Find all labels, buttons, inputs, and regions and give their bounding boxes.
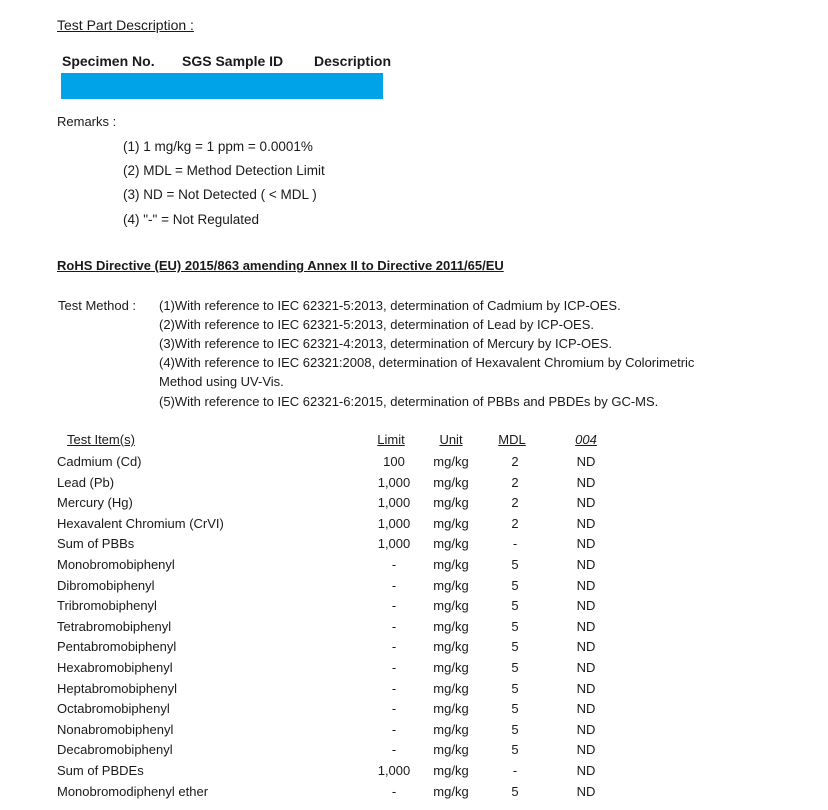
- cell-unit: mg/kg: [433, 784, 469, 799]
- cell-result: ND: [576, 660, 596, 675]
- cell-result: ND: [576, 639, 596, 654]
- cell-limit: -: [391, 619, 397, 634]
- cell-mdl: 5: [511, 681, 519, 696]
- remark-item: (2) MDL = Method Detection Limit: [123, 163, 325, 178]
- cell-result: ND: [576, 763, 596, 778]
- cell-test-item: Mercury (Hg): [57, 495, 133, 510]
- cell-mdl: 5: [511, 598, 519, 613]
- cell-unit: mg/kg: [433, 742, 469, 757]
- cell-unit: mg/kg: [433, 495, 469, 510]
- cell-result: ND: [576, 742, 596, 757]
- cell-limit: -: [391, 639, 397, 654]
- cell-unit: mg/kg: [433, 639, 469, 654]
- cell-result: ND: [576, 475, 596, 490]
- cell-mdl: 2: [511, 516, 519, 531]
- test-method-line: (1)With reference to IEC 62321-5:2013, determination of Cadmium by ICP-OES.: [159, 298, 621, 313]
- cell-result: ND: [576, 701, 596, 716]
- test-method-line: (3)With reference to IEC 62321-4:2013, determination of Mercury by ICP-OES.: [159, 336, 613, 351]
- cell-mdl: 2: [511, 495, 519, 510]
- cell-test-item: Tribromobiphenyl: [57, 598, 157, 613]
- remark-item: (4) "-" = Not Regulated: [123, 212, 260, 227]
- cell-mdl: 5: [511, 742, 519, 757]
- test-part-title: Test Part Description :: [57, 17, 194, 33]
- cell-result: ND: [576, 722, 596, 737]
- col-header-test-items: Test Item(s): [67, 432, 135, 447]
- cell-limit: -: [391, 578, 397, 593]
- cell-limit: -: [391, 660, 397, 675]
- cell-test-item: Tetrabromobiphenyl: [57, 619, 172, 634]
- cell-result: ND: [576, 784, 596, 799]
- directive-title: RoHS Directive (EU) 2015/863 amending Annex II to Directive 2011/65/EU: [57, 258, 504, 273]
- cell-test-item: Monobromodiphenyl ether: [57, 784, 209, 799]
- cell-limit: 1,000: [377, 763, 411, 778]
- cell-test-item: Heptabromobiphenyl: [57, 681, 177, 696]
- cell-test-item: Lead (Pb): [57, 475, 115, 490]
- cell-limit: -: [391, 598, 397, 613]
- cell-result: ND: [576, 681, 596, 696]
- cell-unit: mg/kg: [433, 763, 469, 778]
- cell-mdl: 5: [511, 701, 519, 716]
- remarks-label: Remarks :: [57, 114, 117, 129]
- cell-mdl: 2: [511, 475, 519, 490]
- cell-unit: mg/kg: [433, 681, 469, 696]
- cell-mdl: -: [512, 536, 518, 551]
- cell-result: ND: [576, 516, 596, 531]
- cell-test-item: Monobromobiphenyl: [57, 557, 175, 572]
- cell-result: ND: [576, 598, 596, 613]
- cell-limit: 1,000: [377, 475, 411, 490]
- cell-mdl: 2: [511, 454, 519, 469]
- cell-test-item: Cadmium (Cd): [57, 454, 142, 469]
- cell-limit: -: [391, 681, 397, 696]
- cell-test-item: Octabromobiphenyl: [57, 701, 170, 716]
- cell-test-item: Nonabromobiphenyl: [57, 722, 174, 737]
- cell-test-item: Sum of PBDEs: [57, 763, 144, 778]
- cell-result: ND: [576, 536, 596, 551]
- cell-test-item: Sum of PBBs: [57, 536, 135, 551]
- cell-limit: -: [391, 701, 397, 716]
- cell-mdl: -: [512, 763, 518, 778]
- cell-unit: mg/kg: [433, 454, 469, 469]
- cell-unit: mg/kg: [433, 619, 469, 634]
- cell-unit: mg/kg: [433, 557, 469, 572]
- cell-limit: -: [391, 557, 397, 572]
- cell-limit: 1,000: [377, 495, 411, 510]
- cell-result: ND: [576, 495, 596, 510]
- cell-mdl: 5: [511, 619, 519, 634]
- cell-mdl: 5: [511, 578, 519, 593]
- cell-result: ND: [576, 557, 596, 572]
- cell-mdl: 5: [511, 557, 519, 572]
- specimen-no-header: Specimen No.: [62, 53, 155, 69]
- test-method-line: (5)With reference to IEC 62321-6:2015, determination of PBBs and PBDEs by GC-MS.: [159, 394, 659, 409]
- cell-limit: -: [391, 784, 397, 799]
- remark-item: (1) 1 mg/kg = 1 ppm = 0.0001%: [123, 139, 313, 154]
- cell-mdl: 5: [511, 660, 519, 675]
- cell-unit: mg/kg: [433, 536, 469, 551]
- cell-limit: -: [391, 722, 397, 737]
- cell-limit: 1,000: [377, 536, 411, 551]
- test-method-label: Test Method :: [58, 298, 137, 313]
- remark-item: (3) ND = Not Detected ( < MDL ): [123, 187, 317, 202]
- cell-mdl: 5: [511, 722, 519, 737]
- cell-unit: mg/kg: [433, 660, 469, 675]
- cell-test-item: Hexabromobiphenyl: [57, 660, 173, 675]
- specimen-highlight-bar: [61, 73, 383, 99]
- cell-limit: 100: [383, 454, 405, 469]
- test-method-line: (2)With reference to IEC 62321-5:2013, determination of Lead by ICP-OES.: [159, 317, 595, 332]
- cell-unit: mg/kg: [433, 701, 469, 716]
- cell-unit: mg/kg: [433, 475, 469, 490]
- sgs-sample-id-header: SGS Sample ID: [182, 53, 284, 69]
- cell-result: ND: [576, 454, 596, 469]
- cell-test-item: Decabromobiphenyl: [57, 742, 173, 757]
- cell-unit: mg/kg: [433, 578, 469, 593]
- cell-test-item: Hexavalent Chromium (CrVI): [57, 516, 224, 531]
- cell-result: ND: [576, 619, 596, 634]
- col-header-unit: Unit: [439, 432, 463, 447]
- cell-result: ND: [576, 578, 596, 593]
- test-method-line: Method using UV-Vis.: [159, 374, 284, 389]
- cell-unit: mg/kg: [433, 516, 469, 531]
- cell-mdl: 5: [511, 784, 519, 799]
- description-header: Description: [314, 53, 392, 69]
- cell-limit: -: [391, 742, 397, 757]
- col-header-mdl: MDL: [498, 432, 526, 447]
- col-header-limit: Limit: [377, 432, 405, 447]
- col-header-sample-004: 004: [575, 432, 597, 447]
- cell-test-item: Pentabromobiphenyl: [57, 639, 177, 654]
- test-method-line: (4)With reference to IEC 62321:2008, determination of Hexavalent Chromium by Colorimetric: [159, 355, 695, 370]
- cell-limit: 1,000: [377, 516, 411, 531]
- cell-test-item: Dibromobiphenyl: [57, 578, 155, 593]
- cell-mdl: 5: [511, 639, 519, 654]
- cell-unit: mg/kg: [433, 722, 469, 737]
- cell-unit: mg/kg: [433, 598, 469, 613]
